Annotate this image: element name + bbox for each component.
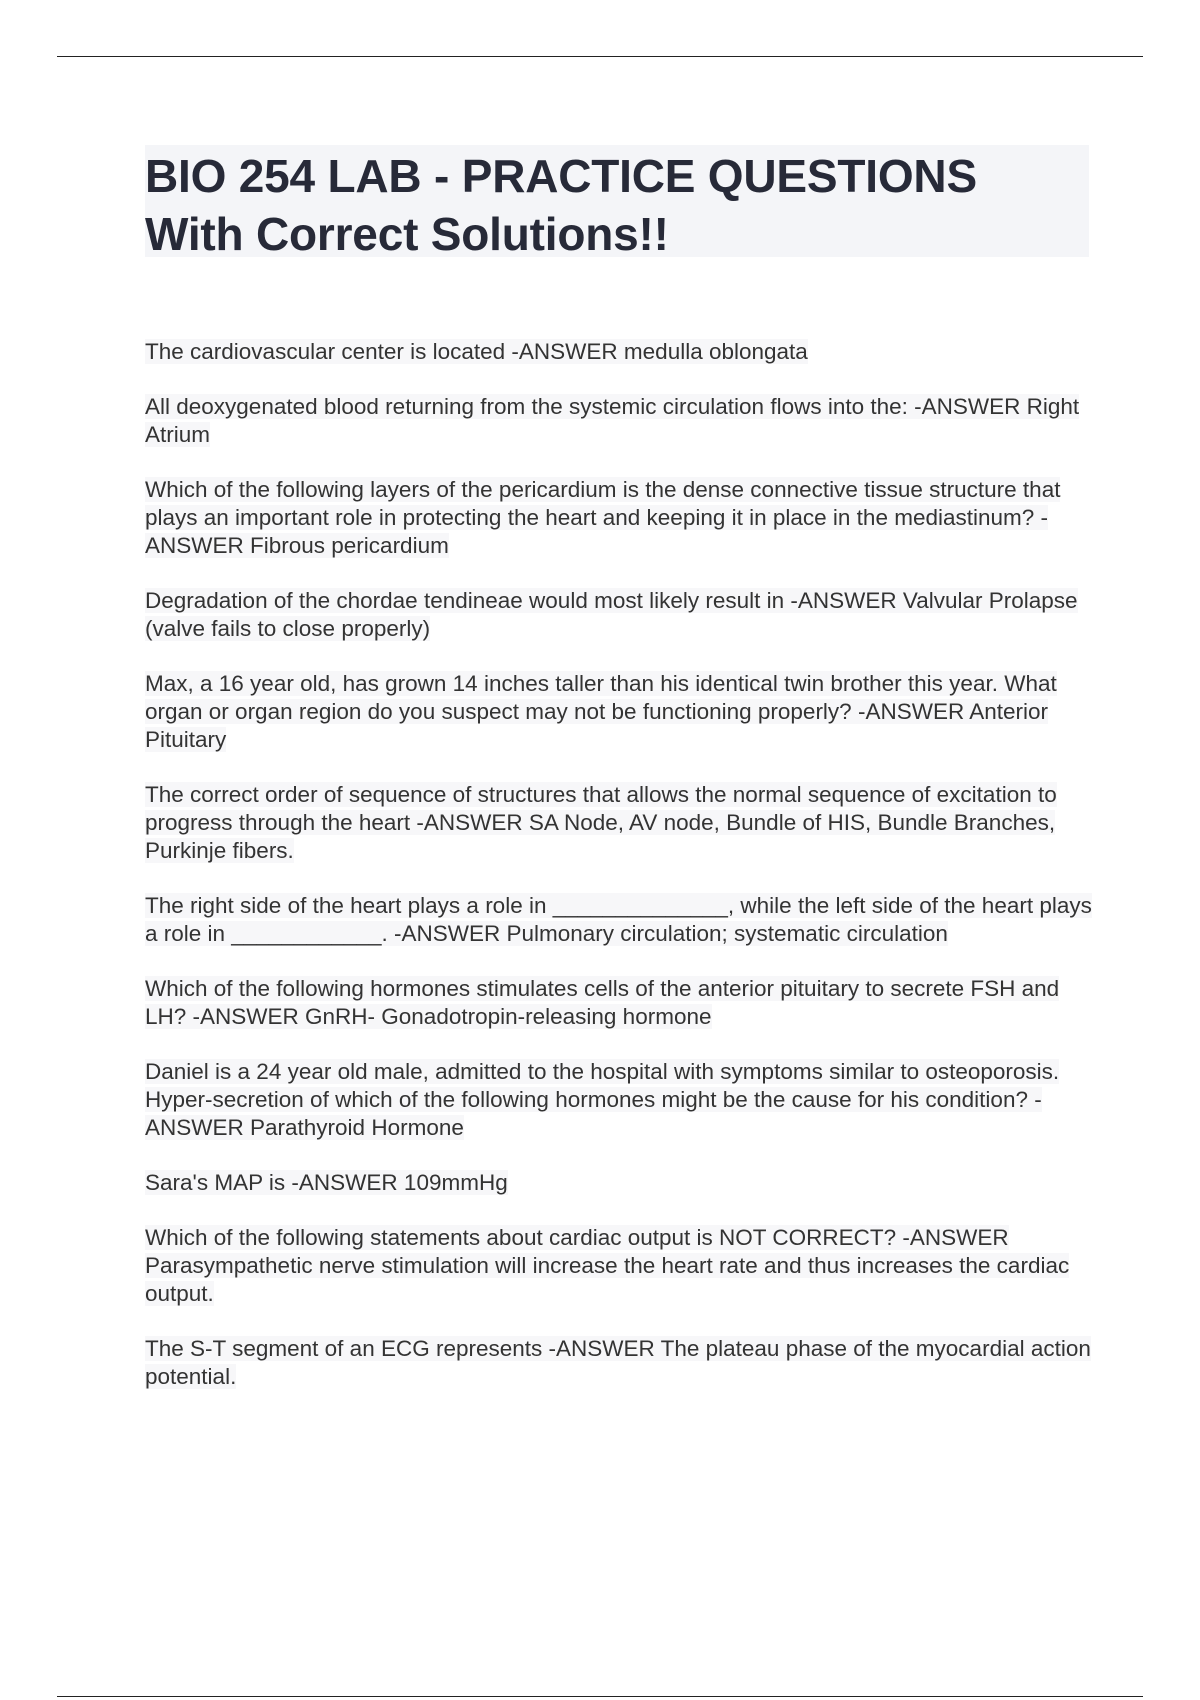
title-block [145, 145, 1089, 260]
question-item [145, 975, 1095, 1031]
question-text: Degradation of the chordae tendineae would most likely result in -ANSWER Valvular Prolapse (valve fails to close properly) [145, 588, 1078, 641]
question-list [145, 338, 1095, 1418]
title-line-2: With Correct Solutions!! [145, 208, 669, 260]
question-text: The right side of the heart plays a role in ______________, while the left side of the heart plays a role in ____________. -ANSWER Pulmonary circulation; systematic circulation [145, 893, 1092, 946]
question-text: The cardiovascular center is located -ANSWER medulla oblongata [145, 339, 808, 364]
question-item [145, 892, 1095, 948]
question-text: Which of the following statements about cardiac output is NOT CORRECT? -ANSWER Parasympathetic nerve stimulation will increase the heart rate and thus increases the cardiac output. [145, 1225, 1070, 1306]
question-item [145, 781, 1095, 865]
question-text: Which of the following hormones stimulates cells of the anterior pituitary to secrete FSH and LH? -ANSWER GnRH- Gonadotropin-releasing hormone [145, 976, 1060, 1029]
question-text: All deoxygenated blood returning from the systemic circulation flows into the: -ANSWER Right Atrium [145, 394, 1080, 447]
question-item [145, 476, 1095, 560]
question-item [145, 1058, 1095, 1142]
question-item [145, 587, 1095, 643]
question-text: Which of the following layers of the pericardium is the dense connective tissue structure that plays an important role in protecting the heart and keeping it in place in the mediastinum? -ANSWER Fibrous pericardium [145, 477, 1061, 558]
question-text: Max, a 16 year old, has grown 14 inches taller than his identical twin brother this year. What organ or organ region do you suspect may not be functioning properly? -ANSWER Anterior Pituitary [145, 671, 1057, 752]
question-item [145, 1169, 1095, 1197]
question-item [145, 393, 1095, 449]
question-text: Sara's MAP is -ANSWER 109mmHg [145, 1170, 508, 1195]
question-text: The correct order of sequence of structures that allows the normal sequence of excitation to progress through the heart -ANSWER SA Node, AV node, Bundle of HIS, Bundle Branches, Purkinje fibers. [145, 782, 1057, 863]
question-item [145, 670, 1095, 754]
bottom-rule [57, 1696, 1143, 1697]
question-text: The S-T segment of an ECG represents -ANSWER The plateau phase of the myocardial action potential. [145, 1336, 1091, 1389]
question-text: Daniel is a 24 year old male, admitted to the hospital with symptoms similar to osteoporosis. Hyper-secretion of which of the following hormones might be the cause for his condition? -ANSWER Parathyroid Hormone [145, 1059, 1060, 1140]
page-title [145, 147, 1089, 263]
question-item [145, 1224, 1095, 1308]
title-line-1: BIO 254 LAB - PRACTICE QUESTIONS [145, 150, 977, 202]
top-rule [57, 56, 1143, 57]
question-item [145, 1335, 1095, 1391]
question-item [145, 338, 1095, 366]
